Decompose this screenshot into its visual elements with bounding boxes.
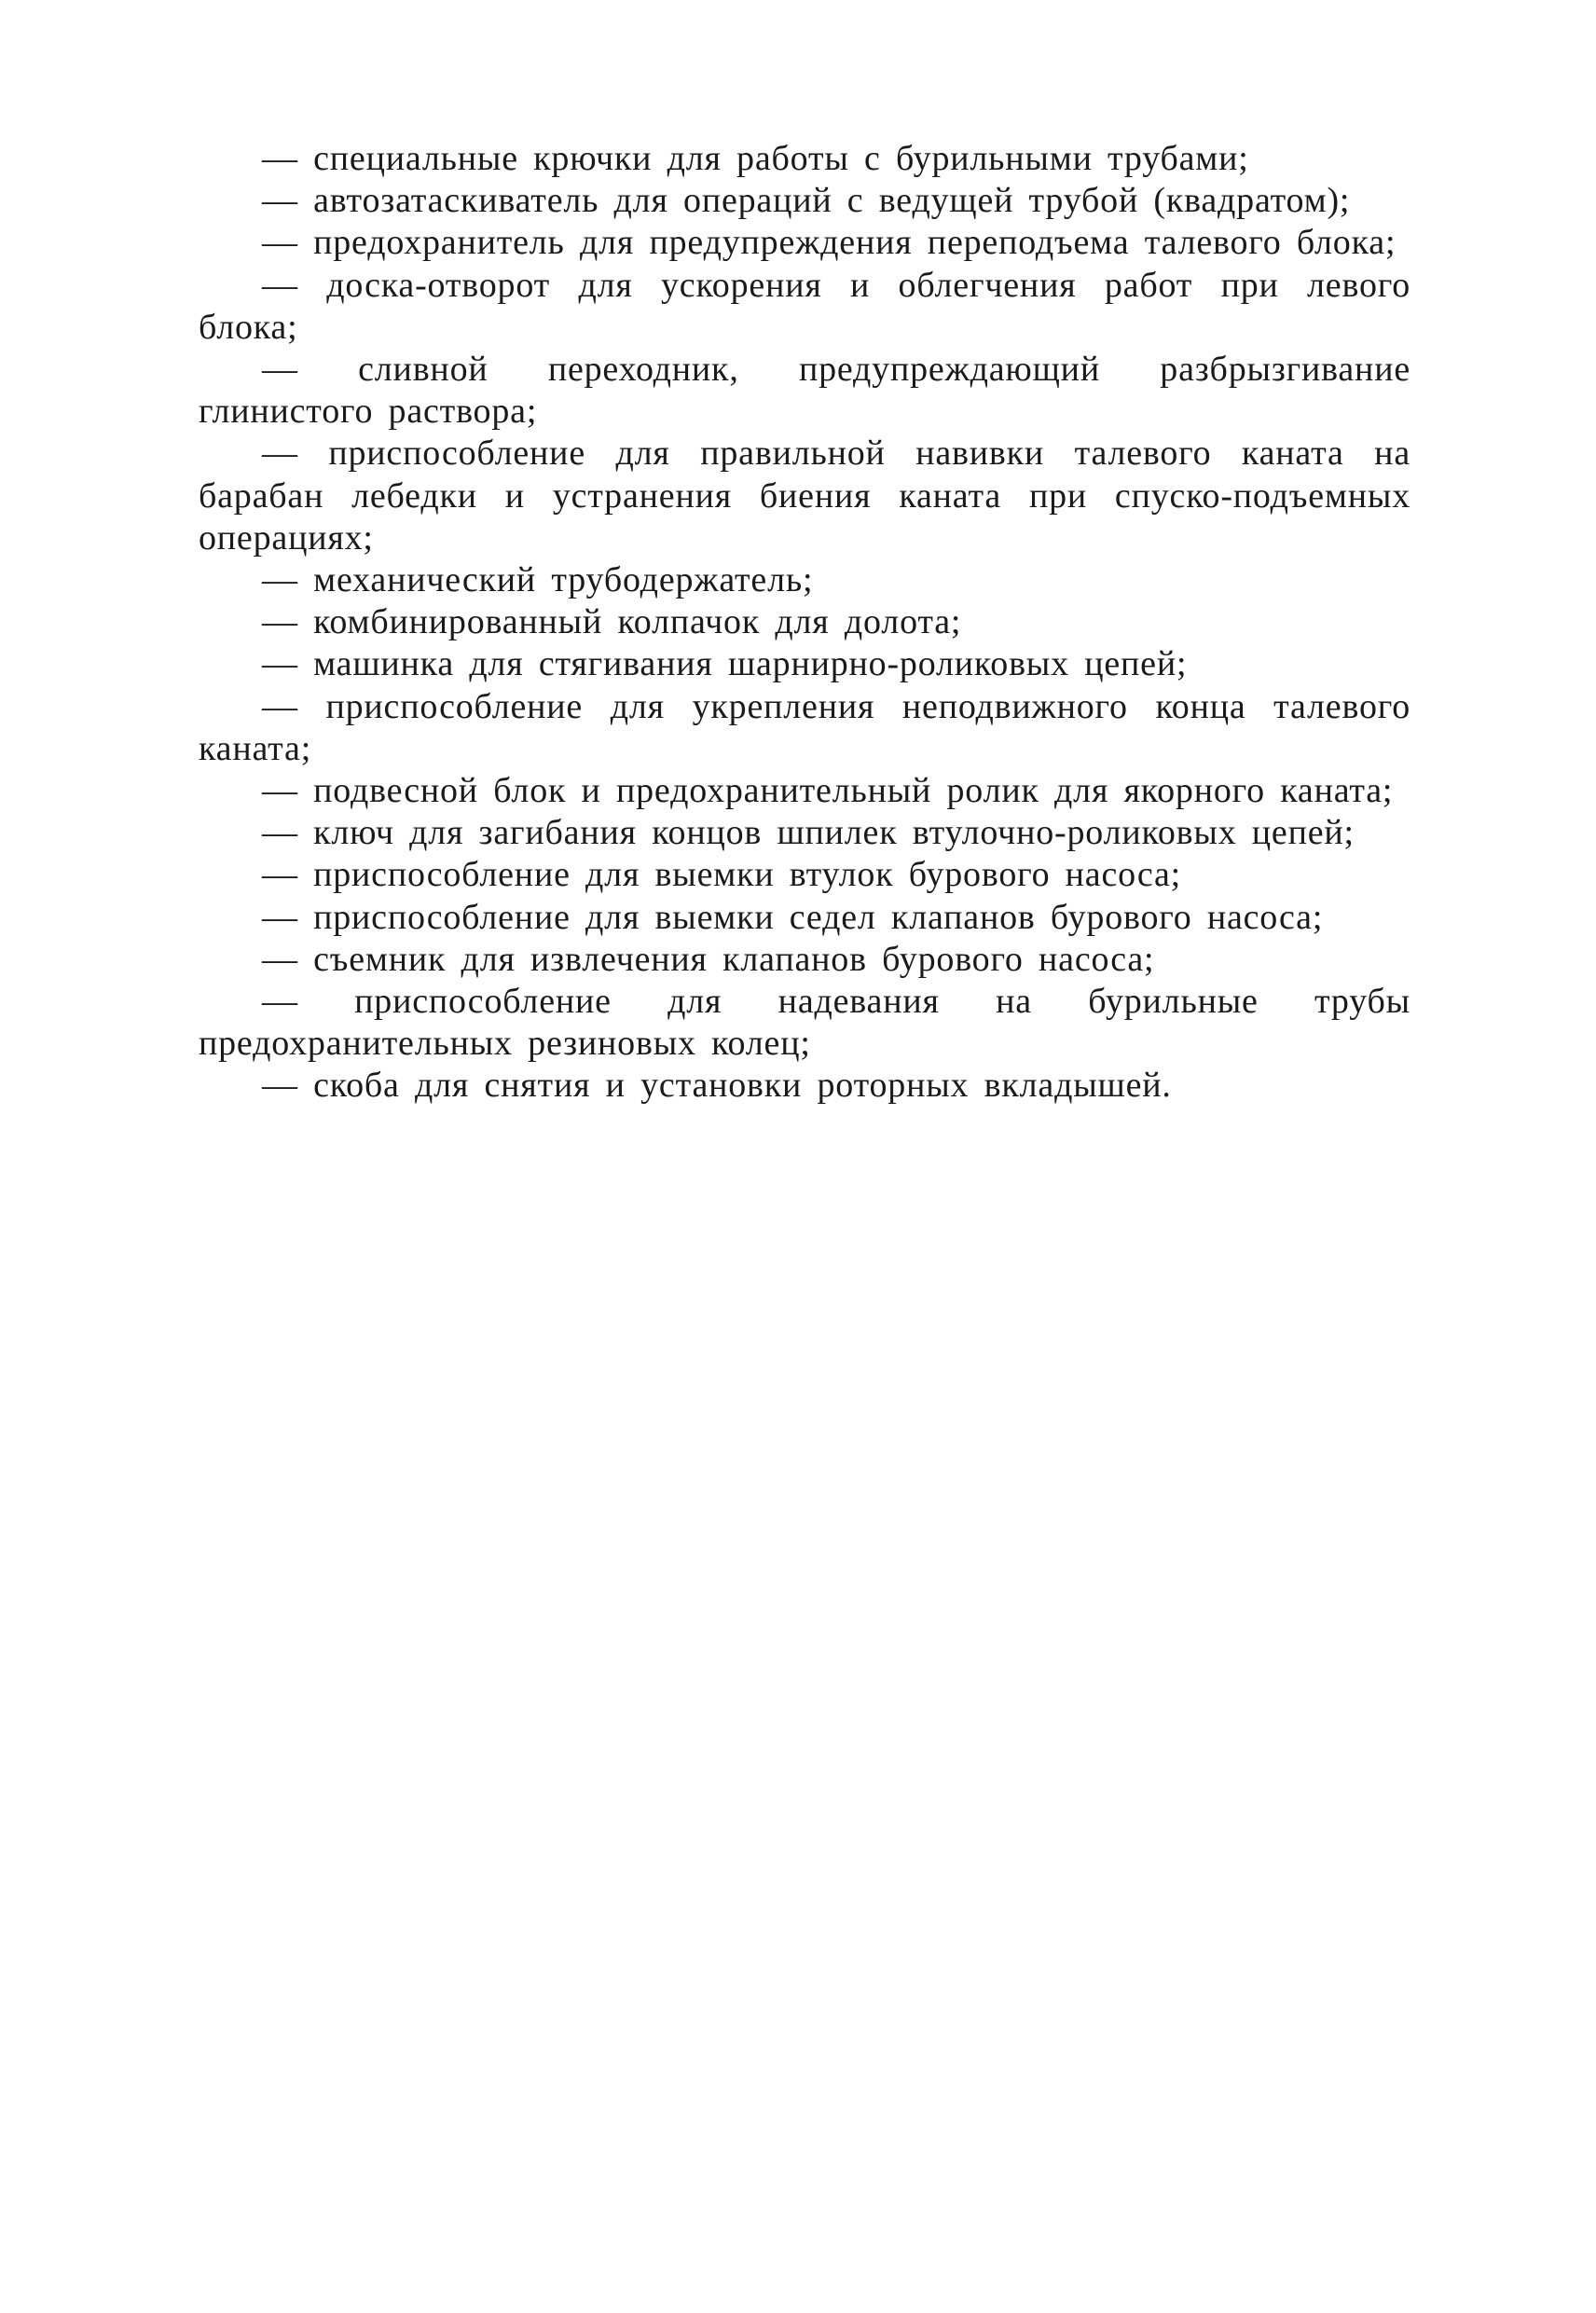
equipment-list: [199, 138, 1410, 1108]
list-item: — приспособление для укрепления неподвижного конца талевого каната;: [199, 686, 1410, 768]
list-item: — приспособление для выемки седел клапанов бурового насоса;: [262, 897, 1324, 937]
list-item: — предохранитель для предупреждения переподъема талевого блока;: [262, 223, 1396, 263]
list-item: — доска-отворот для ускорения и облегчения работ при левого блока;: [199, 265, 1410, 347]
list-item: — ключ для загибания концов шпилек втулочно-роликовых цепей;: [262, 813, 1355, 853]
list-item: — приспособление для надевания на бурильные трубы предохранительных резиновых колец;: [199, 982, 1410, 1064]
list-item: — сливной переходник, предупреждающий разбрызгивание глинистого раствора;: [199, 350, 1410, 432]
list-item: — автозатаскиватель для операций с ведущей трубой (квадратом);: [262, 181, 1351, 221]
list-item: — механический трубодержатель;: [262, 560, 814, 600]
list-item: — приспособление для правильной навивки талевого каната на барабан лебедки и устранения биения каната при спуско-подъемных операциях;: [199, 434, 1410, 558]
list-item: — специальные крючки для работы с бурильными трубами;: [262, 139, 1249, 178]
list-item: — съемник для извлечения клапанов бурового насоса;: [262, 939, 1155, 979]
list-item: — приспособление для выемки втулок бурового насоса;: [262, 855, 1182, 895]
list-item: — скоба для снятия и установки роторных вкладышей.: [262, 1066, 1172, 1106]
list-item: — машинка для стягивания шарнирно-роликовых цепей;: [262, 644, 1188, 684]
list-item: — комбинированный колпачок для долота;: [262, 602, 962, 642]
list-item: — подвесной блок и предохранительный ролик для якорного каната;: [262, 771, 1394, 811]
